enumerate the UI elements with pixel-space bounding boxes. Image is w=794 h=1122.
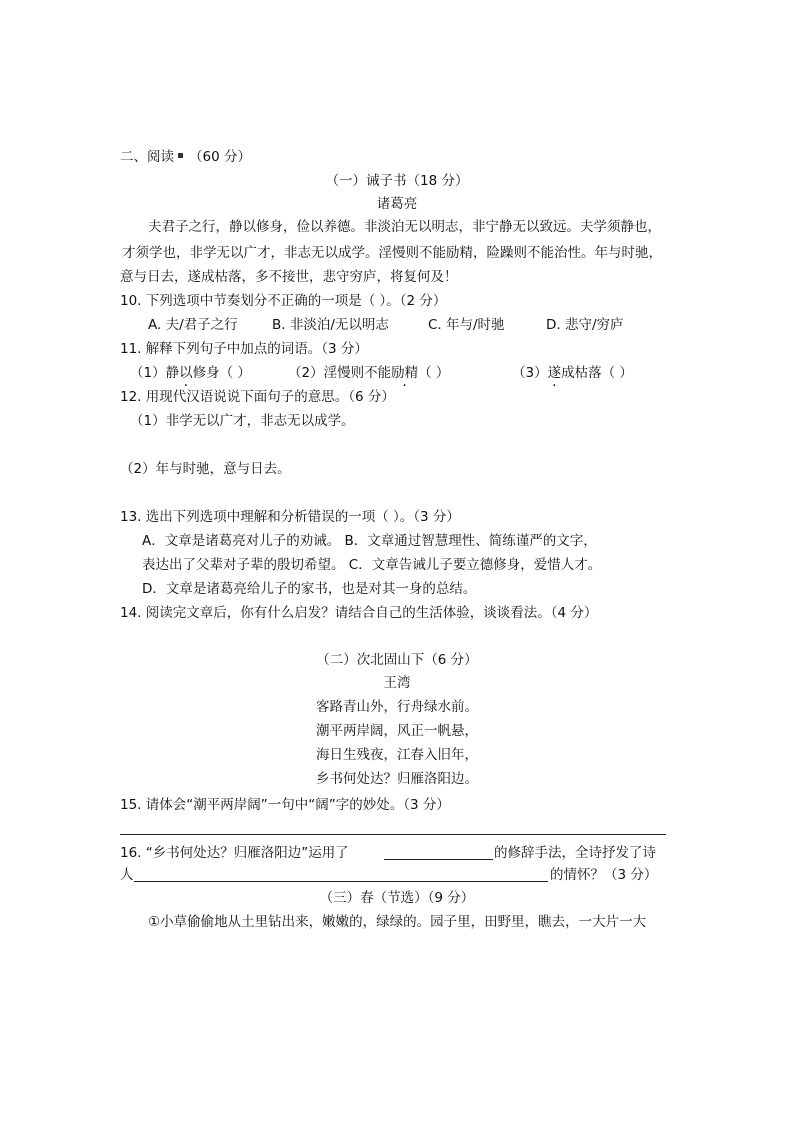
- q12-sentence-1: （1）非学无以广才，非志无以成学。: [130, 413, 355, 429]
- part3-title: （三）春（节选）（9 分）: [319, 890, 475, 906]
- question-16-part-b: 的修辞手法，全诗抒发了诗: [494, 845, 656, 861]
- passage-line-1: 夫君子之行，静以修身，俭以养德。非淡泊无以明志，非宁静无以致远。夫学须静也，: [148, 219, 661, 235]
- q11-item-1-post: 修身（ ）: [192, 365, 251, 381]
- dotted-word: 遂: [547, 365, 562, 381]
- q10-option-c: C. 年与/时驰: [428, 317, 505, 333]
- q10-option-b: B. 非淡泊/无以明志: [272, 317, 389, 333]
- section-heading: [120, 148, 251, 166]
- question-15: 15. 请体会“潮平两岸阔”一句中“阔”字的妙处。（3 分）: [120, 797, 450, 813]
- question-10: 10. 下列选项中节奏划分不正确的一项是（ ）。（2 分）: [120, 293, 447, 309]
- q11-item-1-pre: （1）静: [130, 365, 180, 381]
- poem-line-3: 海日生残夜，江春入旧年，: [316, 747, 478, 763]
- q11-item-2-post: （ ）: [418, 365, 450, 381]
- question-16-part-c: 人: [120, 867, 134, 883]
- section-score: （60 分）: [189, 149, 251, 165]
- q11-item-2-pre: （2）淫慢则不能: [288, 365, 392, 381]
- question-12: 12. 用现代汉语说说下面句子的意思。（6 分）: [120, 389, 395, 405]
- part2-author: 王湾: [383, 675, 411, 691]
- q11-item-3-pre: （3）: [512, 365, 548, 381]
- part3-line-1: ①小草偷偷地从土里钻出来，嫩嫩的，绿绿的。园子里，田野里，瞧去，一大片一大: [148, 914, 647, 930]
- q10-option-a: A. 夫/君子之行: [148, 317, 238, 333]
- q11-item-1: [130, 364, 251, 382]
- q11-item-3-post: 成枯落（ ）: [561, 365, 633, 381]
- q10-option-d: D. 悲守/穷庐: [546, 317, 624, 333]
- section-heading-text: 二、阅读: [120, 149, 174, 165]
- question-14: 14. 阅读完文章后，你有什么启发？请结合自己的生活体验，谈谈看法。（4 分）: [120, 605, 598, 621]
- part2-title: （二）次北固山下（6 分）: [316, 652, 478, 668]
- poem-line-2: 潮平两岸阔，风正一帆悬，: [316, 723, 478, 739]
- q13-line-3: D．文章是诸葛亮给儿子的家书，也是对其一身的总结。: [142, 581, 477, 597]
- passage-line-2: 才须学也，非学无以广才，非志无以成学。淫慢则不能励精，险躁则不能治性。年与时驰，: [122, 245, 662, 261]
- question-13: 13. 选出下列选项中理解和分析错误的一项（ ）。（3 分）: [120, 509, 460, 525]
- answer-blank-q16-rhetoric[interactable]: [384, 859, 493, 860]
- answer-line-q15[interactable]: [120, 834, 666, 835]
- question-16-part-a: 16. “乡书何处达？归雁洛阳边”运用了: [120, 845, 349, 861]
- poem-line-4: 乡书何处达？归雁洛阳边。: [316, 771, 478, 787]
- q13-line-2: 表达出了父辈对子辈的殷切希望。 C．文章告诫儿子要立德修身，爱惜人才。: [142, 557, 602, 573]
- q11-item-2: [288, 364, 449, 382]
- passage-line-3: 意与日去，遂成枯落，多不接世，悲守穷庐，将复何及！: [120, 269, 458, 285]
- poem-line-1: 客路青山外，行舟绿水前。: [316, 699, 478, 715]
- q13-line-1: A．文章是诸葛亮对儿子的劝诫。 B．文章通过智慧理性、简练谨严的文字，: [142, 533, 597, 549]
- q12-sentence-2: （2）年与时驰，意与日去。: [120, 461, 291, 477]
- part1-title: （一）诫子书（18 分）: [325, 173, 469, 189]
- dotted-word: 励精: [391, 365, 419, 381]
- answer-blank-q16-feeling[interactable]: [134, 881, 548, 882]
- question-11: 11. 解释下列句子中加点的词语。（3 分）: [120, 341, 368, 357]
- dotted-word: 以: [179, 365, 193, 381]
- q11-item-3: [512, 364, 633, 382]
- part1-author: 诸葛亮: [376, 196, 418, 212]
- question-16-part-d: 的情怀？（3 分）: [550, 867, 658, 883]
- bullet-mark: [178, 153, 183, 158]
